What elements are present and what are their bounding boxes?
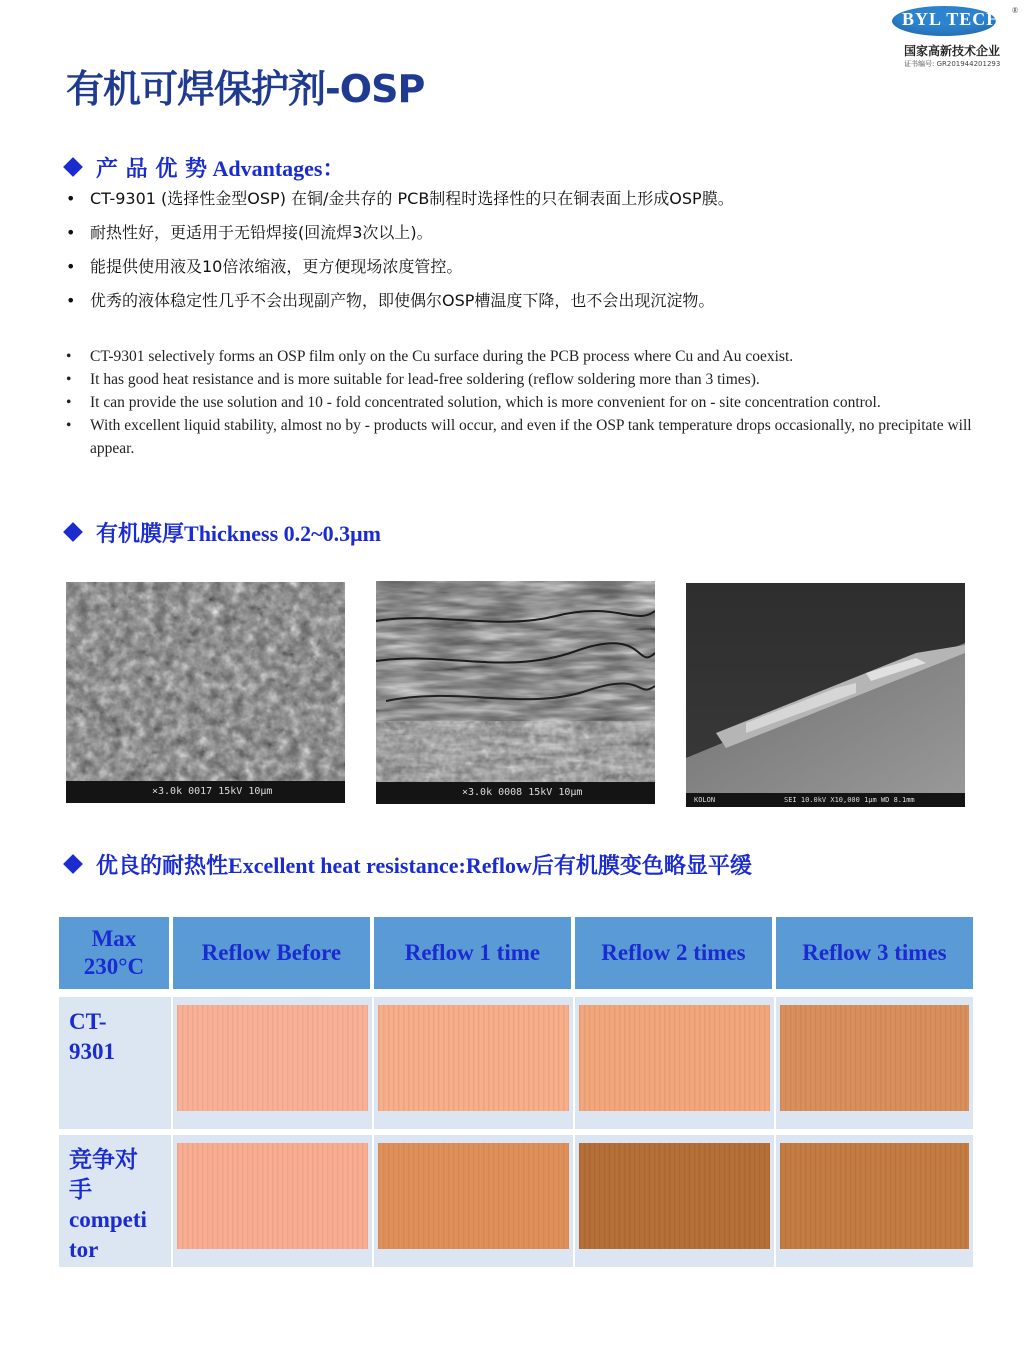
sem-image-film-layer (686, 583, 965, 807)
row-label (59, 997, 171, 1129)
sem-caption-bar (686, 793, 965, 807)
sem-caption-left: KOLON (694, 796, 716, 804)
list-item: • CT-9301 (选择性金型OSP) 在铜/金共存的 PCB制程时选择性的只在铜表面上形成OSP膜。 (66, 182, 734, 216)
row-label-line: tor (69, 1237, 99, 1262)
thickness-heading-en: Thickness 0.2~0.3μm (184, 521, 381, 546)
company-logo (888, 4, 1018, 70)
color-swatch (780, 1005, 969, 1111)
list-item: • It has good heat resistance and is more suitable for lead-free soldering (reflow soldering more than 3 times). (66, 368, 976, 391)
list-item: • 优秀的液体稳定性几乎不会出现副产物，即使偶尔OSP槽温度下降，也不会出现沉淀物。 (66, 284, 734, 318)
color-swatch (579, 1143, 770, 1249)
thickness-heading-cn: 有机膜厚 (96, 522, 185, 547)
row-label-line: competi (69, 1207, 147, 1232)
sem-cross-section-texture (376, 581, 655, 804)
list-item: • 能提供使用液及10倍浓缩液，更方便现场浓度管控。 (66, 250, 734, 284)
column-header: Reflow 1 time (374, 917, 573, 989)
heat-heading-en: Excellent heat resistance:Reflow (228, 853, 532, 878)
diamond-bullet-icon (63, 522, 83, 542)
sem-image-surface (66, 582, 345, 803)
diamond-bullet-icon (63, 854, 83, 874)
row-label-line: 手 (69, 1177, 92, 1203)
row-label-line: 9301 (69, 1039, 115, 1064)
logo-tagline: 国家高新技术企业 (904, 44, 1001, 58)
table-header-row (59, 917, 973, 989)
color-swatch (780, 1143, 969, 1249)
sem-caption: ×3.0k 0008 15kV 10μm (376, 782, 655, 804)
color-swatch (177, 1143, 368, 1249)
page-title: 有机可焊保护剂-OSP (66, 67, 425, 111)
corner-label: Max (91, 926, 137, 951)
logo-brand: BYL TECH (902, 9, 1002, 29)
advantages-cn-list (66, 182, 734, 318)
corner-label: 230°C (83, 954, 145, 979)
list-item: • With excellent liquid stability, almost no by - products will occur, and even if the OSP tank temperature drops occasionally, no precipitate will appear. (66, 414, 976, 460)
thickness-heading (66, 517, 381, 548)
sem-film-layer-texture (686, 583, 965, 807)
registered-mark: ® (1012, 6, 1019, 15)
table-cell (374, 1135, 573, 1267)
table-cell (575, 997, 774, 1129)
sem-caption-right: SEI 10.0kV X10,000 1μm WD 8.1mm (784, 796, 915, 804)
column-header: Reflow Before (173, 917, 372, 989)
table-cell (776, 1135, 973, 1267)
sem-surface-texture (66, 582, 345, 803)
table-cell (374, 997, 573, 1129)
table-cell (173, 1135, 372, 1267)
diamond-bullet-icon (63, 157, 83, 177)
column-header: Reflow 3 times (776, 917, 973, 989)
color-swatch (177, 1005, 368, 1111)
list-item: • 耐热性好，更适用于无铅焊接(回流焊3次以上)。 (66, 216, 734, 250)
row-label-line: 竞争对 (69, 1147, 138, 1173)
color-swatch (378, 1005, 569, 1111)
advantages-heading (66, 152, 345, 183)
reflow-comparison-table (57, 917, 975, 1267)
row-label-line: CT- (69, 1009, 107, 1034)
list-item: • It can provide the use solution and 10 - fold concentrated solution, which is more convenient for on - site concentration control. (66, 391, 976, 414)
sem-caption: ×3.0k 0017 15kV 10μm (66, 781, 345, 803)
heat-resistance-heading (66, 849, 752, 880)
color-swatch (579, 1005, 770, 1111)
table-row (59, 997, 973, 1129)
table-cell (575, 1135, 774, 1267)
advantages-heading-cn: 产 品 优 势 (96, 157, 207, 182)
color-swatch (378, 1143, 569, 1249)
heat-heading-cn: 优良的耐热性 (96, 854, 229, 879)
corner-header (59, 917, 171, 989)
table-row (59, 1135, 973, 1267)
row-label (59, 1135, 171, 1267)
heat-heading-cn2: 后有机膜变色略显平缓 (531, 854, 752, 879)
list-item: • CT-9301 selectively forms an OSP film only on the Cu surface during the PCB process where Cu and Au coexist. (66, 345, 976, 368)
advantages-en-list (66, 345, 976, 460)
table-cell (776, 997, 973, 1129)
sem-image-cross-section (376, 581, 655, 804)
column-header: Reflow 2 times (575, 917, 774, 989)
advantages-heading-en: Advantages： (212, 156, 345, 181)
logo-certificate: 证书编号: GR201944201293 (904, 60, 1001, 68)
table-cell (173, 997, 372, 1129)
